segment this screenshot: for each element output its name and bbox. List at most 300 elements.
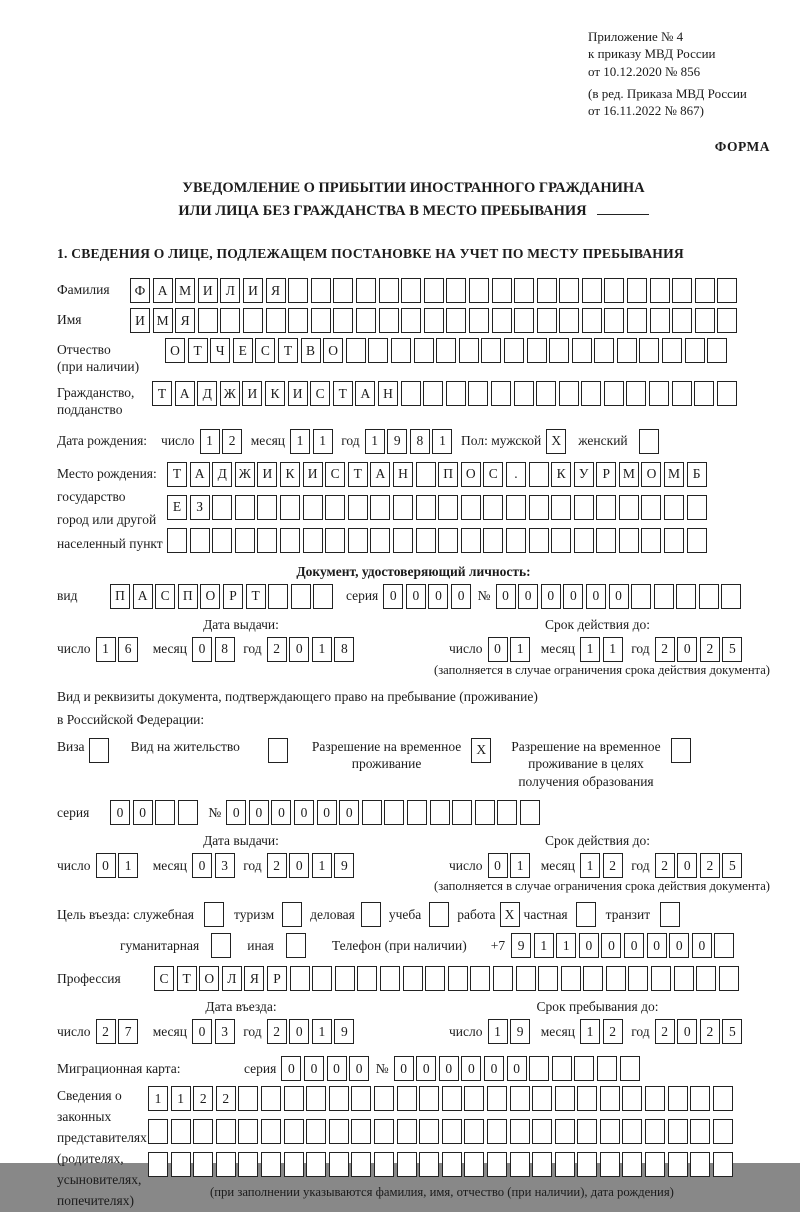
char-box[interactable] — [171, 1119, 191, 1144]
char-box[interactable] — [483, 495, 503, 520]
char-box[interactable] — [664, 528, 684, 553]
char-box[interactable] — [397, 1086, 417, 1111]
char-box[interactable] — [606, 966, 626, 991]
char-box[interactable] — [619, 528, 639, 553]
checkbox-temp-residence[interactable]: X — [471, 738, 491, 763]
char-box[interactable] — [582, 308, 602, 333]
char-box[interactable] — [356, 278, 376, 303]
char-box[interactable] — [668, 1152, 688, 1177]
char-box[interactable]: 1 — [290, 429, 310, 454]
char-box[interactable]: Я — [244, 966, 264, 991]
char-box[interactable]: 2 — [603, 1019, 623, 1044]
char-box[interactable]: 1 — [312, 637, 332, 662]
char-box[interactable] — [582, 278, 602, 303]
char-box[interactable]: И — [303, 462, 323, 487]
char-box[interactable] — [617, 338, 637, 363]
char-box[interactable] — [419, 1086, 439, 1111]
char-box[interactable] — [380, 966, 400, 991]
char-box[interactable] — [506, 495, 526, 520]
char-box[interactable]: 2 — [267, 853, 287, 878]
char-box[interactable] — [510, 1119, 530, 1144]
checkbox-temp-residence-education[interactable] — [671, 738, 691, 763]
checkbox-humanitarian[interactable] — [211, 933, 231, 958]
char-box[interactable] — [537, 278, 557, 303]
char-box[interactable]: 9 — [510, 1019, 530, 1044]
char-box[interactable] — [650, 308, 670, 333]
char-box[interactable]: 2 — [193, 1086, 213, 1111]
char-box[interactable]: 0 — [294, 800, 314, 825]
char-box[interactable] — [470, 966, 490, 991]
char-box[interactable]: Р — [596, 462, 616, 487]
checkbox-other-purpose[interactable] — [286, 933, 306, 958]
char-box[interactable] — [351, 1152, 371, 1177]
char-box[interactable] — [619, 495, 639, 520]
char-box[interactable] — [235, 528, 255, 553]
char-box[interactable]: 8 — [410, 429, 430, 454]
char-box[interactable]: 0 — [327, 1056, 347, 1081]
char-box[interactable]: 0 — [451, 584, 471, 609]
char-box[interactable] — [461, 528, 481, 553]
char-box[interactable] — [695, 308, 715, 333]
char-box[interactable] — [577, 1152, 597, 1177]
char-box[interactable] — [333, 278, 353, 303]
char-box[interactable] — [438, 495, 458, 520]
char-box[interactable]: 3 — [215, 853, 235, 878]
char-box[interactable] — [430, 800, 450, 825]
char-box[interactable] — [459, 338, 479, 363]
char-box[interactable] — [645, 1152, 665, 1177]
char-box[interactable] — [401, 308, 421, 333]
char-box[interactable] — [374, 1086, 394, 1111]
char-box[interactable]: 2 — [655, 1019, 675, 1044]
char-box[interactable] — [148, 1119, 168, 1144]
char-box[interactable]: Ф — [130, 278, 150, 303]
char-box[interactable] — [649, 381, 669, 406]
char-box[interactable]: 9 — [511, 933, 531, 958]
char-box[interactable]: Т — [333, 381, 353, 406]
char-box[interactable] — [600, 1152, 620, 1177]
char-box[interactable]: 0 — [289, 853, 309, 878]
char-box[interactable] — [288, 278, 308, 303]
char-box[interactable] — [559, 308, 579, 333]
char-box[interactable] — [419, 1152, 439, 1177]
char-box[interactable]: 1 — [148, 1086, 168, 1111]
char-box[interactable] — [393, 528, 413, 553]
char-box[interactable] — [713, 1152, 733, 1177]
char-box[interactable] — [356, 308, 376, 333]
char-box[interactable] — [448, 966, 468, 991]
char-box[interactable]: 0 — [624, 933, 644, 958]
char-box[interactable]: И — [130, 308, 150, 333]
char-box[interactable] — [416, 528, 436, 553]
checkbox-tourism[interactable] — [282, 902, 302, 927]
char-box[interactable] — [676, 584, 696, 609]
char-box[interactable] — [312, 966, 332, 991]
char-box[interactable]: 1 — [313, 429, 333, 454]
char-box[interactable] — [288, 308, 308, 333]
char-box[interactable] — [714, 933, 734, 958]
char-box[interactable] — [167, 528, 187, 553]
checkbox-visa[interactable] — [89, 738, 109, 763]
char-box[interactable]: 0 — [249, 800, 269, 825]
char-box[interactable] — [696, 966, 716, 991]
char-box[interactable] — [631, 584, 651, 609]
char-box[interactable] — [600, 1086, 620, 1111]
char-box[interactable]: 9 — [334, 1019, 354, 1044]
char-box[interactable] — [329, 1152, 349, 1177]
char-box[interactable] — [561, 966, 581, 991]
char-box[interactable]: А — [153, 278, 173, 303]
char-box[interactable] — [238, 1119, 258, 1144]
char-box[interactable] — [510, 1152, 530, 1177]
char-box[interactable]: 0 — [289, 1019, 309, 1044]
char-box[interactable]: 0 — [281, 1056, 301, 1081]
char-box[interactable] — [423, 381, 443, 406]
char-box[interactable] — [325, 528, 345, 553]
char-box[interactable]: 0 — [669, 933, 689, 958]
char-box[interactable]: Я — [175, 308, 195, 333]
char-box[interactable] — [348, 528, 368, 553]
char-box[interactable]: 0 — [339, 800, 359, 825]
char-box[interactable] — [446, 308, 466, 333]
char-box[interactable]: И — [242, 381, 262, 406]
char-box[interactable] — [178, 800, 198, 825]
char-box[interactable]: 0 — [383, 584, 403, 609]
char-box[interactable]: С — [155, 584, 175, 609]
char-box[interactable] — [370, 495, 390, 520]
char-box[interactable]: 0 — [461, 1056, 481, 1081]
char-box[interactable] — [335, 966, 355, 991]
char-box[interactable] — [577, 1119, 597, 1144]
char-box[interactable] — [306, 1152, 326, 1177]
char-box[interactable]: 0 — [507, 1056, 527, 1081]
char-box[interactable]: 0 — [394, 1056, 414, 1081]
char-box[interactable] — [577, 1086, 597, 1111]
char-box[interactable] — [552, 1056, 572, 1081]
char-box[interactable] — [368, 338, 388, 363]
char-box[interactable]: 5 — [722, 853, 742, 878]
char-box[interactable]: А — [190, 462, 210, 487]
char-box[interactable] — [464, 1119, 484, 1144]
char-box[interactable]: 1 — [312, 1019, 332, 1044]
char-box[interactable]: А — [133, 584, 153, 609]
char-box[interactable] — [212, 528, 232, 553]
char-box[interactable] — [284, 1119, 304, 1144]
char-box[interactable] — [506, 528, 526, 553]
char-box[interactable] — [572, 338, 592, 363]
char-box[interactable] — [604, 381, 624, 406]
char-box[interactable] — [436, 338, 456, 363]
char-box[interactable] — [690, 1119, 710, 1144]
char-box[interactable] — [713, 1119, 733, 1144]
char-box[interactable]: 0 — [484, 1056, 504, 1081]
char-box[interactable] — [650, 278, 670, 303]
char-box[interactable]: 1 — [580, 1019, 600, 1044]
char-box[interactable] — [532, 1152, 552, 1177]
char-box[interactable]: 7 — [118, 1019, 138, 1044]
char-box[interactable] — [627, 308, 647, 333]
char-box[interactable]: 5 — [722, 637, 742, 662]
char-box[interactable]: 5 — [722, 1019, 742, 1044]
char-box[interactable] — [662, 338, 682, 363]
char-box[interactable] — [393, 495, 413, 520]
char-box[interactable] — [416, 495, 436, 520]
char-box[interactable]: 0 — [349, 1056, 369, 1081]
char-box[interactable]: 1 — [171, 1086, 191, 1111]
char-box[interactable] — [351, 1119, 371, 1144]
char-box[interactable]: 2 — [96, 1019, 116, 1044]
char-box[interactable]: 0 — [439, 1056, 459, 1081]
char-box[interactable] — [212, 495, 232, 520]
char-box[interactable]: 0 — [317, 800, 337, 825]
char-box[interactable] — [529, 1056, 549, 1081]
char-box[interactable] — [414, 338, 434, 363]
char-box[interactable] — [668, 1119, 688, 1144]
char-box[interactable] — [303, 495, 323, 520]
char-box[interactable]: 1 — [118, 853, 138, 878]
char-box[interactable]: О — [461, 462, 481, 487]
char-box[interactable] — [645, 1119, 665, 1144]
char-box[interactable] — [261, 1086, 281, 1111]
char-box[interactable] — [695, 278, 715, 303]
char-box[interactable] — [717, 381, 737, 406]
char-box[interactable]: П — [178, 584, 198, 609]
char-box[interactable]: 0 — [586, 584, 606, 609]
char-box[interactable]: 2 — [655, 853, 675, 878]
char-box[interactable]: С — [255, 338, 275, 363]
char-box[interactable]: С — [154, 966, 174, 991]
char-box[interactable] — [464, 1152, 484, 1177]
char-box[interactable] — [424, 278, 444, 303]
char-box[interactable] — [425, 966, 445, 991]
char-box[interactable] — [645, 1086, 665, 1111]
char-box[interactable]: 0 — [96, 853, 116, 878]
char-box[interactable] — [257, 528, 277, 553]
char-box[interactable]: 1 — [580, 637, 600, 662]
char-box[interactable]: 2 — [700, 637, 720, 662]
char-box[interactable] — [687, 495, 707, 520]
char-box[interactable] — [719, 966, 739, 991]
char-box[interactable] — [190, 528, 210, 553]
char-box[interactable] — [257, 495, 277, 520]
char-box[interactable] — [243, 308, 263, 333]
char-box[interactable] — [198, 308, 218, 333]
char-box[interactable]: 0 — [518, 584, 538, 609]
char-box[interactable]: 3 — [215, 1019, 235, 1044]
char-box[interactable] — [311, 278, 331, 303]
checkbox-private[interactable] — [576, 902, 596, 927]
char-box[interactable]: К — [265, 381, 285, 406]
char-box[interactable]: Ж — [220, 381, 240, 406]
char-box[interactable] — [641, 528, 661, 553]
char-box[interactable] — [487, 1119, 507, 1144]
char-box[interactable] — [493, 966, 513, 991]
char-box[interactable]: Б — [687, 462, 707, 487]
char-box[interactable] — [442, 1119, 462, 1144]
checkbox-transit[interactable] — [660, 902, 680, 927]
char-box[interactable]: С — [483, 462, 503, 487]
char-box[interactable] — [514, 278, 534, 303]
char-box[interactable]: 0 — [428, 584, 448, 609]
char-box[interactable] — [346, 338, 366, 363]
char-box[interactable]: Е — [167, 495, 187, 520]
char-box[interactable] — [268, 584, 288, 609]
char-box[interactable]: . — [506, 462, 526, 487]
char-box[interactable] — [391, 338, 411, 363]
checkbox-business[interactable] — [361, 902, 381, 927]
char-box[interactable]: 9 — [334, 853, 354, 878]
char-box[interactable]: 1 — [96, 637, 116, 662]
char-box[interactable] — [193, 1152, 213, 1177]
char-box[interactable] — [397, 1152, 417, 1177]
char-box[interactable] — [303, 528, 323, 553]
char-box[interactable]: П — [438, 462, 458, 487]
char-box[interactable]: 0 — [541, 584, 561, 609]
char-box[interactable]: 0 — [488, 853, 508, 878]
char-box[interactable]: Д — [197, 381, 217, 406]
char-box[interactable] — [171, 1152, 191, 1177]
char-box[interactable]: 0 — [271, 800, 291, 825]
char-box[interactable] — [329, 1119, 349, 1144]
char-box[interactable] — [464, 1086, 484, 1111]
char-box[interactable]: Л — [222, 966, 242, 991]
char-box[interactable]: 9 — [387, 429, 407, 454]
char-box[interactable]: 0 — [488, 637, 508, 662]
char-box[interactable]: О — [199, 966, 219, 991]
char-box[interactable] — [581, 381, 601, 406]
char-box[interactable] — [238, 1086, 258, 1111]
char-box[interactable] — [628, 966, 648, 991]
char-box[interactable] — [235, 495, 255, 520]
char-box[interactable]: Т — [177, 966, 197, 991]
char-box[interactable]: И — [257, 462, 277, 487]
char-box[interactable]: Н — [393, 462, 413, 487]
checkbox-work[interactable]: X — [500, 902, 520, 927]
char-box[interactable] — [604, 278, 624, 303]
char-box[interactable]: М — [153, 308, 173, 333]
char-box[interactable] — [538, 966, 558, 991]
char-box[interactable]: Я — [266, 278, 286, 303]
char-box[interactable] — [699, 584, 719, 609]
char-box[interactable] — [266, 308, 286, 333]
char-box[interactable]: М — [619, 462, 639, 487]
char-box[interactable] — [401, 278, 421, 303]
char-box[interactable] — [690, 1152, 710, 1177]
char-box[interactable] — [516, 966, 536, 991]
char-box[interactable] — [461, 495, 481, 520]
char-box[interactable] — [374, 1152, 394, 1177]
char-box[interactable] — [527, 338, 547, 363]
char-box[interactable]: 1 — [580, 853, 600, 878]
char-box[interactable] — [713, 1086, 733, 1111]
char-box[interactable] — [290, 966, 310, 991]
char-box[interactable] — [694, 381, 714, 406]
char-box[interactable]: А — [355, 381, 375, 406]
char-box[interactable]: 2 — [222, 429, 242, 454]
char-box[interactable] — [639, 338, 659, 363]
char-box[interactable] — [216, 1152, 236, 1177]
char-box[interactable]: О — [323, 338, 343, 363]
char-box[interactable]: 1 — [200, 429, 220, 454]
char-box[interactable] — [620, 1056, 640, 1081]
char-box[interactable] — [664, 495, 684, 520]
char-box[interactable] — [532, 1119, 552, 1144]
checkbox-residence-permit[interactable] — [268, 738, 288, 763]
char-box[interactable]: 0 — [406, 584, 426, 609]
char-box[interactable] — [280, 528, 300, 553]
char-box[interactable] — [492, 308, 512, 333]
char-box[interactable] — [574, 1056, 594, 1081]
char-box[interactable]: 0 — [304, 1056, 324, 1081]
char-box[interactable]: 2 — [603, 853, 623, 878]
char-box[interactable]: 1 — [432, 429, 452, 454]
char-box[interactable]: Д — [212, 462, 232, 487]
char-box[interactable] — [379, 278, 399, 303]
char-box[interactable]: К — [551, 462, 571, 487]
char-box[interactable]: Т — [188, 338, 208, 363]
char-box[interactable] — [374, 1119, 394, 1144]
char-box[interactable]: А — [370, 462, 390, 487]
char-box[interactable] — [348, 495, 368, 520]
char-box[interactable]: Е — [233, 338, 253, 363]
char-box[interactable]: 0 — [289, 637, 309, 662]
char-box[interactable]: З — [190, 495, 210, 520]
char-box[interactable]: 8 — [215, 637, 235, 662]
char-box[interactable] — [551, 495, 571, 520]
char-box[interactable] — [600, 1119, 620, 1144]
char-box[interactable] — [596, 495, 616, 520]
char-box[interactable]: 0 — [110, 800, 130, 825]
char-box[interactable]: 0 — [601, 933, 621, 958]
char-box[interactable] — [238, 1152, 258, 1177]
char-box[interactable] — [721, 584, 741, 609]
char-box[interactable] — [672, 278, 692, 303]
char-box[interactable] — [622, 1119, 642, 1144]
char-box[interactable]: В — [301, 338, 321, 363]
char-box[interactable]: С — [310, 381, 330, 406]
char-box[interactable] — [438, 528, 458, 553]
char-box[interactable]: 0 — [496, 584, 516, 609]
char-box[interactable] — [329, 1086, 349, 1111]
char-box[interactable] — [674, 966, 694, 991]
char-box[interactable] — [514, 381, 534, 406]
char-box[interactable]: Н — [378, 381, 398, 406]
char-box[interactable]: О — [641, 462, 661, 487]
char-box[interactable]: 2 — [267, 1019, 287, 1044]
char-box[interactable] — [379, 308, 399, 333]
char-box[interactable] — [690, 1086, 710, 1111]
char-box[interactable] — [452, 800, 472, 825]
char-box[interactable] — [446, 381, 466, 406]
char-box[interactable]: 1 — [603, 637, 623, 662]
char-box[interactable] — [280, 495, 300, 520]
char-box[interactable]: 1 — [510, 853, 530, 878]
char-box[interactable] — [596, 528, 616, 553]
char-box[interactable] — [604, 308, 624, 333]
char-box[interactable] — [446, 278, 466, 303]
char-box[interactable]: И — [198, 278, 218, 303]
char-box[interactable]: 0 — [609, 584, 629, 609]
char-box[interactable] — [707, 338, 727, 363]
char-box[interactable] — [492, 278, 512, 303]
char-box[interactable] — [559, 278, 579, 303]
char-box[interactable] — [483, 528, 503, 553]
char-box[interactable] — [497, 800, 517, 825]
char-box[interactable]: 1 — [365, 429, 385, 454]
char-box[interactable] — [574, 528, 594, 553]
char-box[interactable]: Т — [348, 462, 368, 487]
char-box[interactable] — [549, 338, 569, 363]
